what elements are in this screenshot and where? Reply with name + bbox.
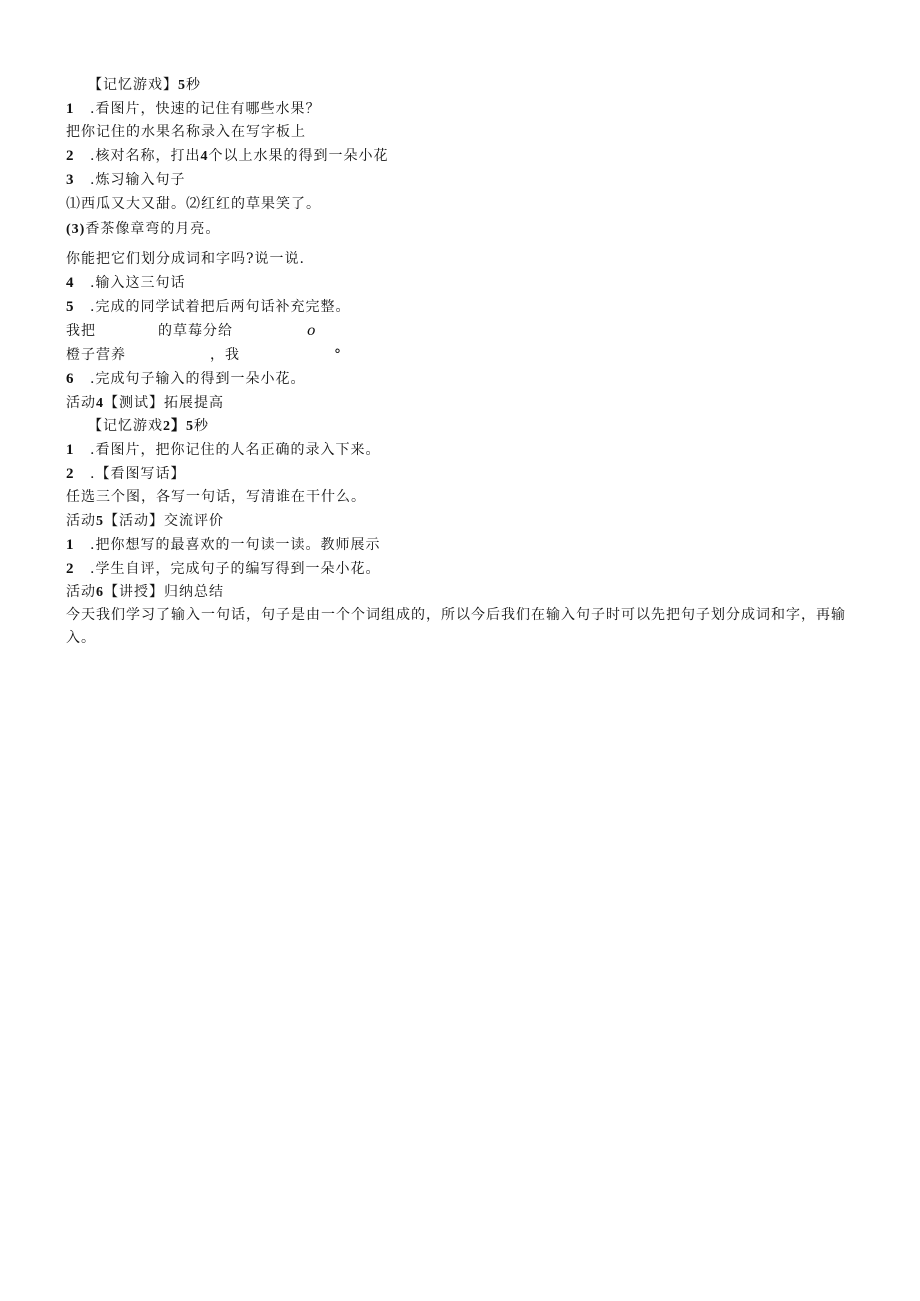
question-text: 你能把它们划分成词和字吗?说一说. bbox=[66, 251, 305, 267]
sentence-text: 香茶像章弯的月亮。 bbox=[85, 221, 221, 237]
step-text: .把你想写的最喜欢的一句读一读。教师展示 bbox=[90, 537, 381, 553]
activity-text: 活动 bbox=[66, 513, 96, 529]
heading-text: 秒 bbox=[186, 77, 201, 93]
memory-game-heading bbox=[88, 76, 201, 95]
question-line bbox=[66, 250, 305, 268]
summary-text: 今天我们学习了输入一句话，句子是由一个个词组成的，所以今后我们在输入句子时可以先把句子划分成词和字，再输入。 bbox=[66, 607, 846, 646]
fill-blank-sentence-2 bbox=[66, 346, 342, 364]
instruction-text: 把你记住的水果名称录入在写字板上 bbox=[66, 124, 306, 140]
step-2 bbox=[66, 147, 388, 166]
heading-number: 5 bbox=[178, 78, 186, 93]
blank-text: ，我 bbox=[210, 347, 240, 363]
step-number: 2 bbox=[66, 561, 75, 577]
step-number: 4 bbox=[66, 275, 75, 291]
instruction-text: 任选三个图，各写一句话，写清谁在干什么。 bbox=[66, 489, 366, 505]
step-text: 个以上水果的得到一朵小花 bbox=[208, 148, 389, 164]
step-text: .输入这三句话 bbox=[90, 275, 186, 291]
step-text: .完成的同学试着把后两句话补充完整。 bbox=[90, 299, 351, 315]
test-step-1 bbox=[66, 441, 380, 459]
step-number: 3 bbox=[66, 172, 75, 188]
activity-text: 【活动】交流评价 bbox=[104, 513, 224, 529]
blank-text: 我把 bbox=[66, 323, 96, 339]
step-bold-number: 4 bbox=[200, 149, 209, 164]
activity-number: 5 bbox=[96, 514, 104, 529]
step-5 bbox=[66, 298, 350, 316]
sentence-number: (3) bbox=[66, 222, 86, 237]
blank-end-mark: ° bbox=[334, 347, 342, 363]
sentence-text: ⑴西瓜又大又甜。⑵红红的草果笑了。 bbox=[66, 196, 321, 212]
step-text: .看图片，快速的记住有哪些水果？ bbox=[90, 101, 321, 117]
activity-4-heading bbox=[66, 394, 224, 413]
sentence-1-2 bbox=[66, 195, 321, 213]
sentence-3 bbox=[66, 220, 220, 239]
step-number: 5 bbox=[66, 299, 75, 315]
step-number: 2 bbox=[66, 148, 75, 164]
activity-6-heading bbox=[66, 583, 224, 602]
summary-paragraph bbox=[66, 604, 866, 650]
step-text: .炼习输入句子 bbox=[90, 172, 186, 188]
activity-number: 6 bbox=[96, 585, 104, 600]
activity-text: 活动 bbox=[66, 584, 96, 600]
activity-text: 活动 bbox=[66, 395, 96, 411]
activity-number: 4 bbox=[96, 396, 104, 411]
step-text: .【看图写话】 bbox=[90, 466, 186, 482]
step-number: 1 bbox=[66, 442, 75, 458]
activity-text: 【测试】拓展提高 bbox=[104, 395, 224, 411]
step-6 bbox=[66, 370, 305, 388]
eval-step-1 bbox=[66, 536, 380, 554]
blank-text: 橙子营养 bbox=[66, 347, 126, 363]
step-text: .核对名称，打出 bbox=[90, 148, 201, 164]
fill-blank-sentence-1 bbox=[66, 322, 316, 340]
step-4 bbox=[66, 274, 185, 292]
step-text: .看图片，把你记住的人名正确的录入下来。 bbox=[90, 442, 381, 458]
activity-5-heading bbox=[66, 512, 224, 531]
step-number: 1 bbox=[66, 537, 75, 553]
step-3 bbox=[66, 171, 185, 189]
step-text: .学生自评，完成句子的编写得到一朵小花。 bbox=[90, 561, 381, 577]
eval-step-2 bbox=[66, 560, 380, 578]
step-number: 2 bbox=[66, 466, 75, 482]
memory-game-2-heading bbox=[88, 417, 209, 436]
step-number: 6 bbox=[66, 371, 75, 387]
activity-text: 【讲授】归纳总结 bbox=[104, 584, 224, 600]
heading-number: 2】5 bbox=[163, 419, 194, 434]
heading-text: 秒 bbox=[194, 418, 209, 434]
instruction-line bbox=[66, 123, 306, 141]
picture-writing-instruction bbox=[66, 488, 366, 506]
heading-text: 【记忆游戏 bbox=[88, 418, 163, 434]
heading-text: 【记忆游戏】 bbox=[88, 77, 178, 93]
test-step-2 bbox=[66, 465, 185, 483]
step-number: 1 bbox=[66, 101, 75, 117]
blank-text: 的草莓分给 bbox=[158, 323, 233, 339]
step-text: .完成句子输入的得到一朵小花。 bbox=[90, 371, 306, 387]
step-1 bbox=[66, 100, 320, 118]
blank-end-mark: o bbox=[307, 323, 317, 339]
